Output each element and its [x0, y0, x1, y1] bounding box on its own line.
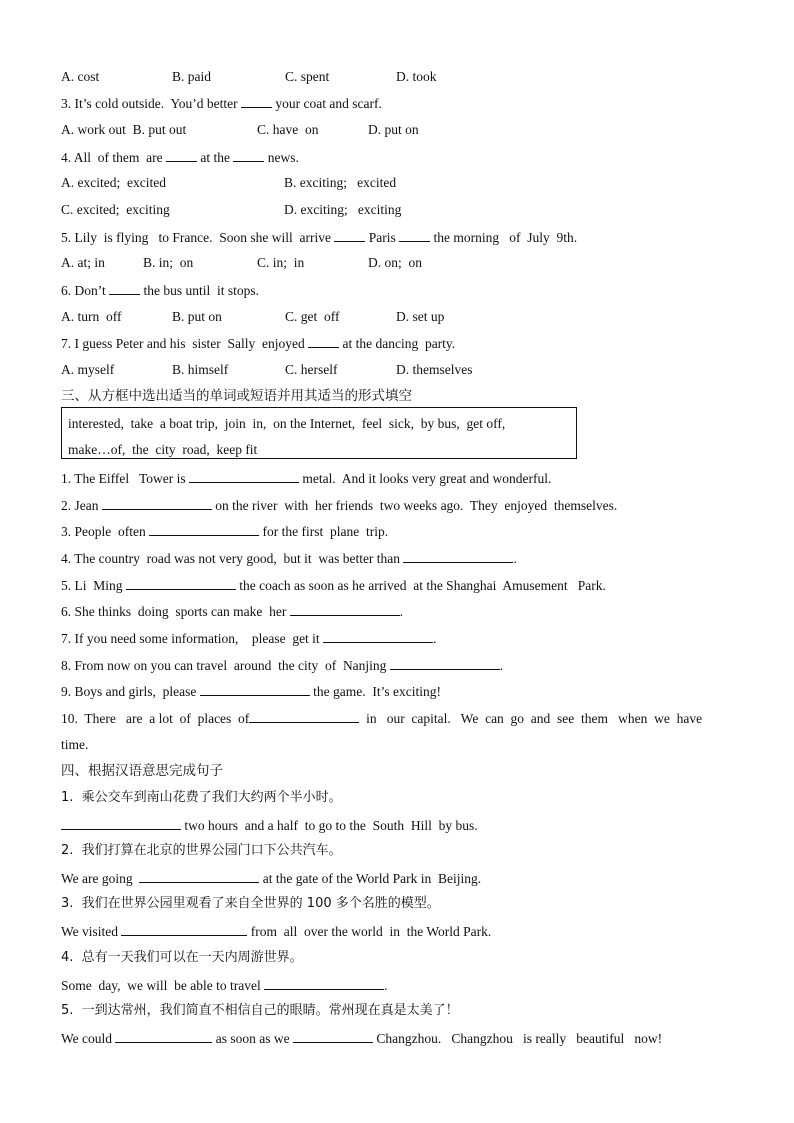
chinese-prompt-3: 3. 我们在世界公园里观看了来自全世界的 100 多个名胜的模型。	[61, 896, 440, 911]
fill-item-10	[61, 709, 702, 728]
question-text: Paris	[365, 230, 396, 245]
question-3	[61, 94, 382, 113]
option-b: B. exciting; excited	[284, 175, 397, 190]
answer-blank[interactable]	[126, 576, 236, 590]
word-bank-line: make…of, the city road, keep fit	[68, 442, 258, 457]
option-c: C. spent	[285, 69, 330, 84]
word-bank-box	[61, 407, 577, 459]
question-text: 4. All of them are	[61, 150, 163, 165]
answer-blank[interactable]	[121, 922, 247, 936]
option-c: C. get off	[285, 309, 340, 324]
answer-blank[interactable]	[241, 94, 272, 108]
item-text: .	[399, 604, 404, 619]
option-d: D. took	[396, 69, 437, 84]
answer-blank[interactable]	[200, 682, 310, 696]
item-text: from all over the world in the World Park.	[247, 924, 492, 939]
option-b: B. paid	[172, 69, 211, 84]
item-text: 3. People often	[61, 524, 146, 539]
option-a: A. turn off	[61, 309, 122, 324]
item-text: 1. The Eiffel Tower is	[61, 471, 186, 486]
option-c: C. in; in	[257, 255, 305, 270]
answer-blank[interactable]	[249, 709, 359, 723]
item-text: 8. From now on you can travel around the city of Nanjing	[61, 658, 387, 673]
chinese-prompt-2: 2. 我们打算在北京的世界公园门口下公共汽车。	[61, 843, 342, 858]
question-text: 6. Don’t	[61, 283, 106, 298]
answer-blank[interactable]	[61, 816, 181, 830]
answer-blank[interactable]	[290, 602, 400, 616]
option-b: B. in; on	[143, 255, 194, 270]
item-text: Changzhou. Changzhou is really beautiful now!	[373, 1031, 663, 1046]
fill-item-6	[61, 602, 403, 621]
option-c: C. herself	[285, 362, 338, 377]
answer-blank[interactable]	[308, 334, 339, 348]
item-text: as soon as we	[212, 1031, 290, 1046]
answer-blank[interactable]	[166, 148, 197, 162]
item-text: 2. Jean	[61, 498, 99, 513]
item-text: for the first plane trip.	[259, 524, 389, 539]
option-b: B. put on	[172, 309, 222, 324]
word-bank-line: interested, take a boat trip, join in, on the Internet, feel sick, by bus, get off,	[68, 416, 506, 431]
option-b: B. himself	[172, 362, 229, 377]
answer-blank[interactable]	[102, 496, 212, 510]
item-text: the game. It’s exciting!	[309, 684, 441, 699]
answer-blank[interactable]	[149, 522, 259, 536]
answer-blank[interactable]	[139, 869, 259, 883]
fill-item-4	[61, 549, 517, 568]
answer-blank[interactable]	[334, 228, 365, 242]
item-text: 4. The country road was not very good, but it was better than	[61, 551, 401, 566]
option-d: D. exciting; exciting	[284, 202, 402, 217]
answer-blank[interactable]	[403, 549, 513, 563]
option-c: C. excited; exciting	[61, 202, 170, 217]
option-d: D. put on	[368, 122, 419, 137]
item-text: We visited	[61, 924, 119, 939]
question-text: at the	[196, 150, 230, 165]
question-text: 3. It’s cold outside. You’d better	[61, 96, 238, 111]
item-text: .	[499, 658, 504, 673]
option-d: D. on; on	[368, 255, 422, 270]
fill-item-1	[61, 469, 551, 488]
chinese-prompt-1: 1. 乘公交车到南山花费了我们大约两个半小时。	[61, 790, 342, 805]
option-c: C. have on	[257, 122, 319, 137]
item-text: 6. She thinks doing sports can make her	[61, 604, 287, 619]
item-text: .	[433, 631, 437, 646]
answer-blank[interactable]	[323, 629, 433, 643]
section-4-heading: 四、根据汉语意思完成句子	[61, 763, 223, 779]
translation-line-5	[61, 1029, 662, 1048]
item-text: 10. There are a lot of places of	[61, 711, 250, 726]
option-a: A. myself	[61, 362, 115, 377]
answer-blank[interactable]	[264, 976, 384, 990]
item-text: metal. And it looks very great and wonderful.	[299, 471, 552, 486]
option-d: D. themselves	[396, 362, 473, 377]
question-6	[61, 281, 259, 300]
answer-blank[interactable]	[189, 469, 299, 483]
answer-blank[interactable]	[109, 281, 140, 295]
question-4	[61, 148, 299, 167]
answer-blank[interactable]	[390, 656, 500, 670]
item-text: the coach as soon as he arrived at the Shanghai Amusement Park.	[235, 578, 606, 593]
fill-item-9	[61, 682, 441, 701]
question-7	[61, 334, 455, 353]
item-text: at the gate of the World Park in Beijing.	[259, 871, 482, 886]
question-text: 7. I guess Peter and his sister Sally enjoyed	[61, 336, 305, 351]
answer-blank[interactable]	[399, 228, 430, 242]
fill-item-8	[61, 656, 503, 675]
translation-line-2	[61, 869, 481, 888]
chinese-prompt-4: 4. 总有一天我们可以在一天内周游世界。	[61, 950, 303, 965]
item-text: in our capital. We can go and see them when we have	[359, 711, 703, 726]
option-a: A. cost	[61, 69, 100, 84]
answer-blank[interactable]	[115, 1029, 212, 1043]
item-text: two hours and a half to go to the South Hill by bus.	[181, 818, 478, 833]
fill-item-3	[61, 522, 388, 541]
option-a: A. excited; excited	[61, 175, 166, 190]
item-text: Some day, we will be able to travel	[61, 978, 261, 993]
question-text: the morning of July 9th.	[430, 230, 578, 245]
question-5	[61, 228, 577, 247]
item-text: .	[384, 978, 388, 993]
option-d: D. set up	[396, 309, 445, 324]
translation-line-1	[61, 816, 478, 835]
question-text: news.	[264, 150, 299, 165]
item-text: 5. Li Ming	[61, 578, 123, 593]
item-text: 9. Boys and girls, please	[61, 684, 197, 699]
question-text: your coat and scarf.	[272, 96, 382, 111]
translation-line-3	[61, 922, 491, 941]
item-text: .	[513, 551, 517, 566]
option-a: A. at; in	[61, 255, 105, 270]
question-text: 5. Lily is flying to France. Soon she will arrive	[61, 230, 331, 245]
question-text: the bus until it stops.	[140, 283, 260, 298]
item-text: on the river with her friends two weeks ago. They enjoyed themselves.	[211, 498, 618, 513]
fill-item-10-cont: time.	[61, 737, 89, 752]
answer-blank[interactable]	[293, 1029, 373, 1043]
answer-blank[interactable]	[233, 148, 264, 162]
item-text: We could	[61, 1031, 113, 1046]
chinese-prompt-5: 5. 一到达常州，我们简直不相信自己的眼睛。常州现在真是太美了！	[61, 1003, 459, 1018]
option-ab: A. work out B. put out	[61, 122, 187, 137]
fill-item-2	[61, 496, 617, 515]
item-text: 7. If you need some information, please get it	[61, 631, 320, 646]
fill-item-5	[61, 576, 606, 595]
question-text: at the dancing party.	[339, 336, 456, 351]
translation-line-4	[61, 976, 387, 995]
section-3-heading: 三、从方框中选出适当的单词或短语并用其适当的形式填空	[61, 388, 412, 404]
item-text: We are going	[61, 871, 133, 886]
fill-item-7	[61, 629, 436, 648]
